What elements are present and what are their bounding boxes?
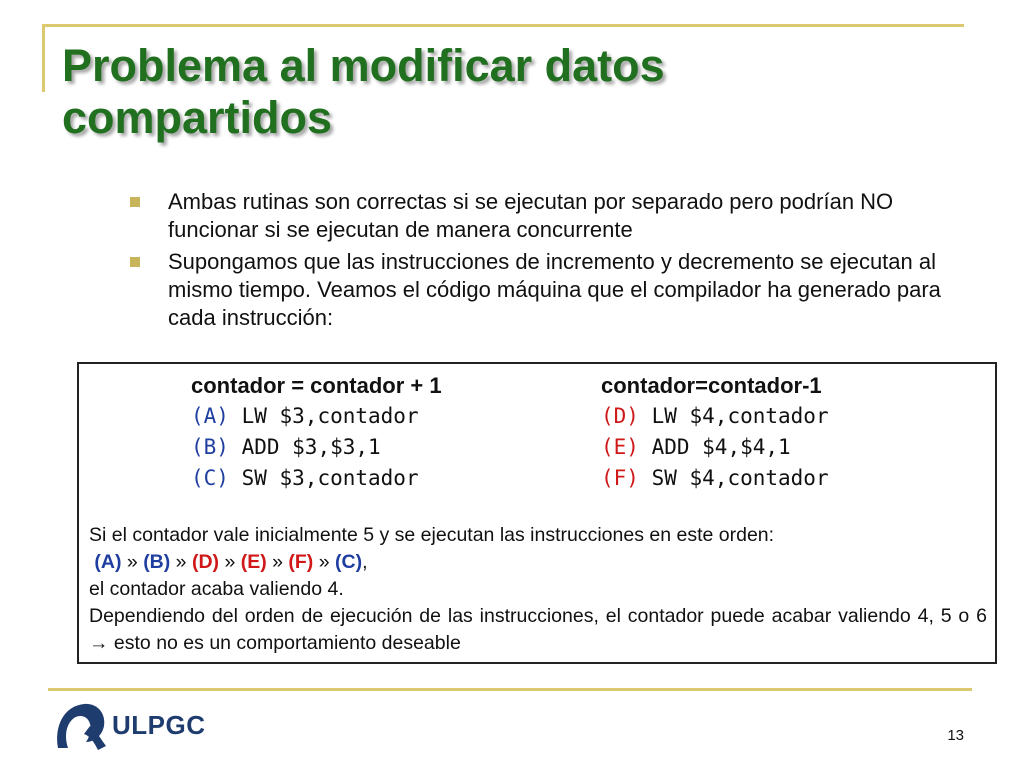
code-line: [601, 401, 829, 432]
order-step: (B): [143, 551, 171, 573]
instr-label: (B): [191, 435, 229, 459]
instr-label: (C): [191, 466, 229, 490]
code-line: [191, 432, 442, 463]
instr-label: (D): [601, 404, 639, 428]
decrement-heading: contador=contador-1: [601, 373, 822, 398]
bullet-list: [130, 188, 980, 336]
page-number: 13: [947, 727, 964, 744]
square-bullet-icon: [130, 197, 140, 207]
code-line: [601, 463, 829, 494]
instr-text: SW $4,contador: [651, 466, 829, 490]
frame-left-rule: [42, 24, 45, 92]
explanation-conclusion: Dependiendo del orden de ejecución de las instrucciones, el contador puede acabar valiendo 4, 5 o 6 → esto no es un comportamiento deseable: [89, 605, 987, 654]
code-line: [601, 432, 829, 463]
increment-code-column: [191, 370, 442, 494]
instr-text: ADD $4,$4,1: [651, 435, 791, 459]
frame-top-rule: [42, 24, 964, 27]
instr-text: SW $3,contador: [241, 466, 419, 490]
order-step: (A): [94, 551, 122, 573]
order-step: (D): [191, 551, 220, 573]
decrement-code-column: [601, 370, 829, 494]
code-line: [191, 463, 442, 494]
ulpgc-logo: [50, 696, 230, 756]
order-step: (E): [240, 551, 267, 573]
logo-wordmark: ULPGC: [112, 710, 206, 740]
instr-label: (E): [601, 435, 639, 459]
slide-title-line-2: compartidos: [62, 92, 333, 143]
order-separator: »: [121, 551, 144, 573]
code-example-box: [77, 362, 997, 664]
explanation-intro: Si el contador vale inicialmente 5 y se ejecutan las instrucciones en este orden:: [89, 524, 775, 546]
execution-order: [89, 549, 987, 576]
order-separator: »: [219, 551, 241, 573]
instr-text: LW $4,contador: [651, 404, 829, 428]
order-separator: »: [170, 551, 192, 573]
explanation-result: el contador acaba valiendo 4.: [89, 578, 344, 600]
instr-text: ADD $3,$3,1: [241, 435, 381, 459]
bullet-item: [130, 248, 980, 332]
slide-title: [62, 40, 962, 144]
footer-rule: [48, 688, 972, 691]
instr-label: (A): [191, 404, 229, 428]
slide-title-line-1: Problema al modificar datos: [62, 40, 665, 91]
instr-label: (F): [601, 466, 639, 490]
order-step: (F): [288, 551, 314, 573]
order-end: ,: [362, 551, 368, 573]
ulpgc-emblem-icon: [50, 696, 110, 756]
order-separator: »: [266, 551, 289, 573]
square-bullet-icon: [130, 257, 140, 267]
bullet-text: Supongamos que las instrucciones de incremento y decremento se ejecutan al mismo tiempo. Veamos el código máquina que el compilador ha generado para cada instrucción:: [168, 249, 941, 330]
bullet-text: Ambas rutinas son correctas si se ejecutan por separado pero podrían NO funcionar si se ejecutan de manera concurrente: [168, 189, 894, 242]
explanation-text: [89, 522, 987, 657]
order-step: (C): [335, 551, 363, 573]
instr-text: LW $3,contador: [241, 404, 419, 428]
order-separator: »: [313, 551, 335, 573]
bullet-item: [130, 188, 980, 244]
increment-heading: contador = contador + 1: [191, 373, 442, 398]
code-line: [191, 401, 442, 432]
